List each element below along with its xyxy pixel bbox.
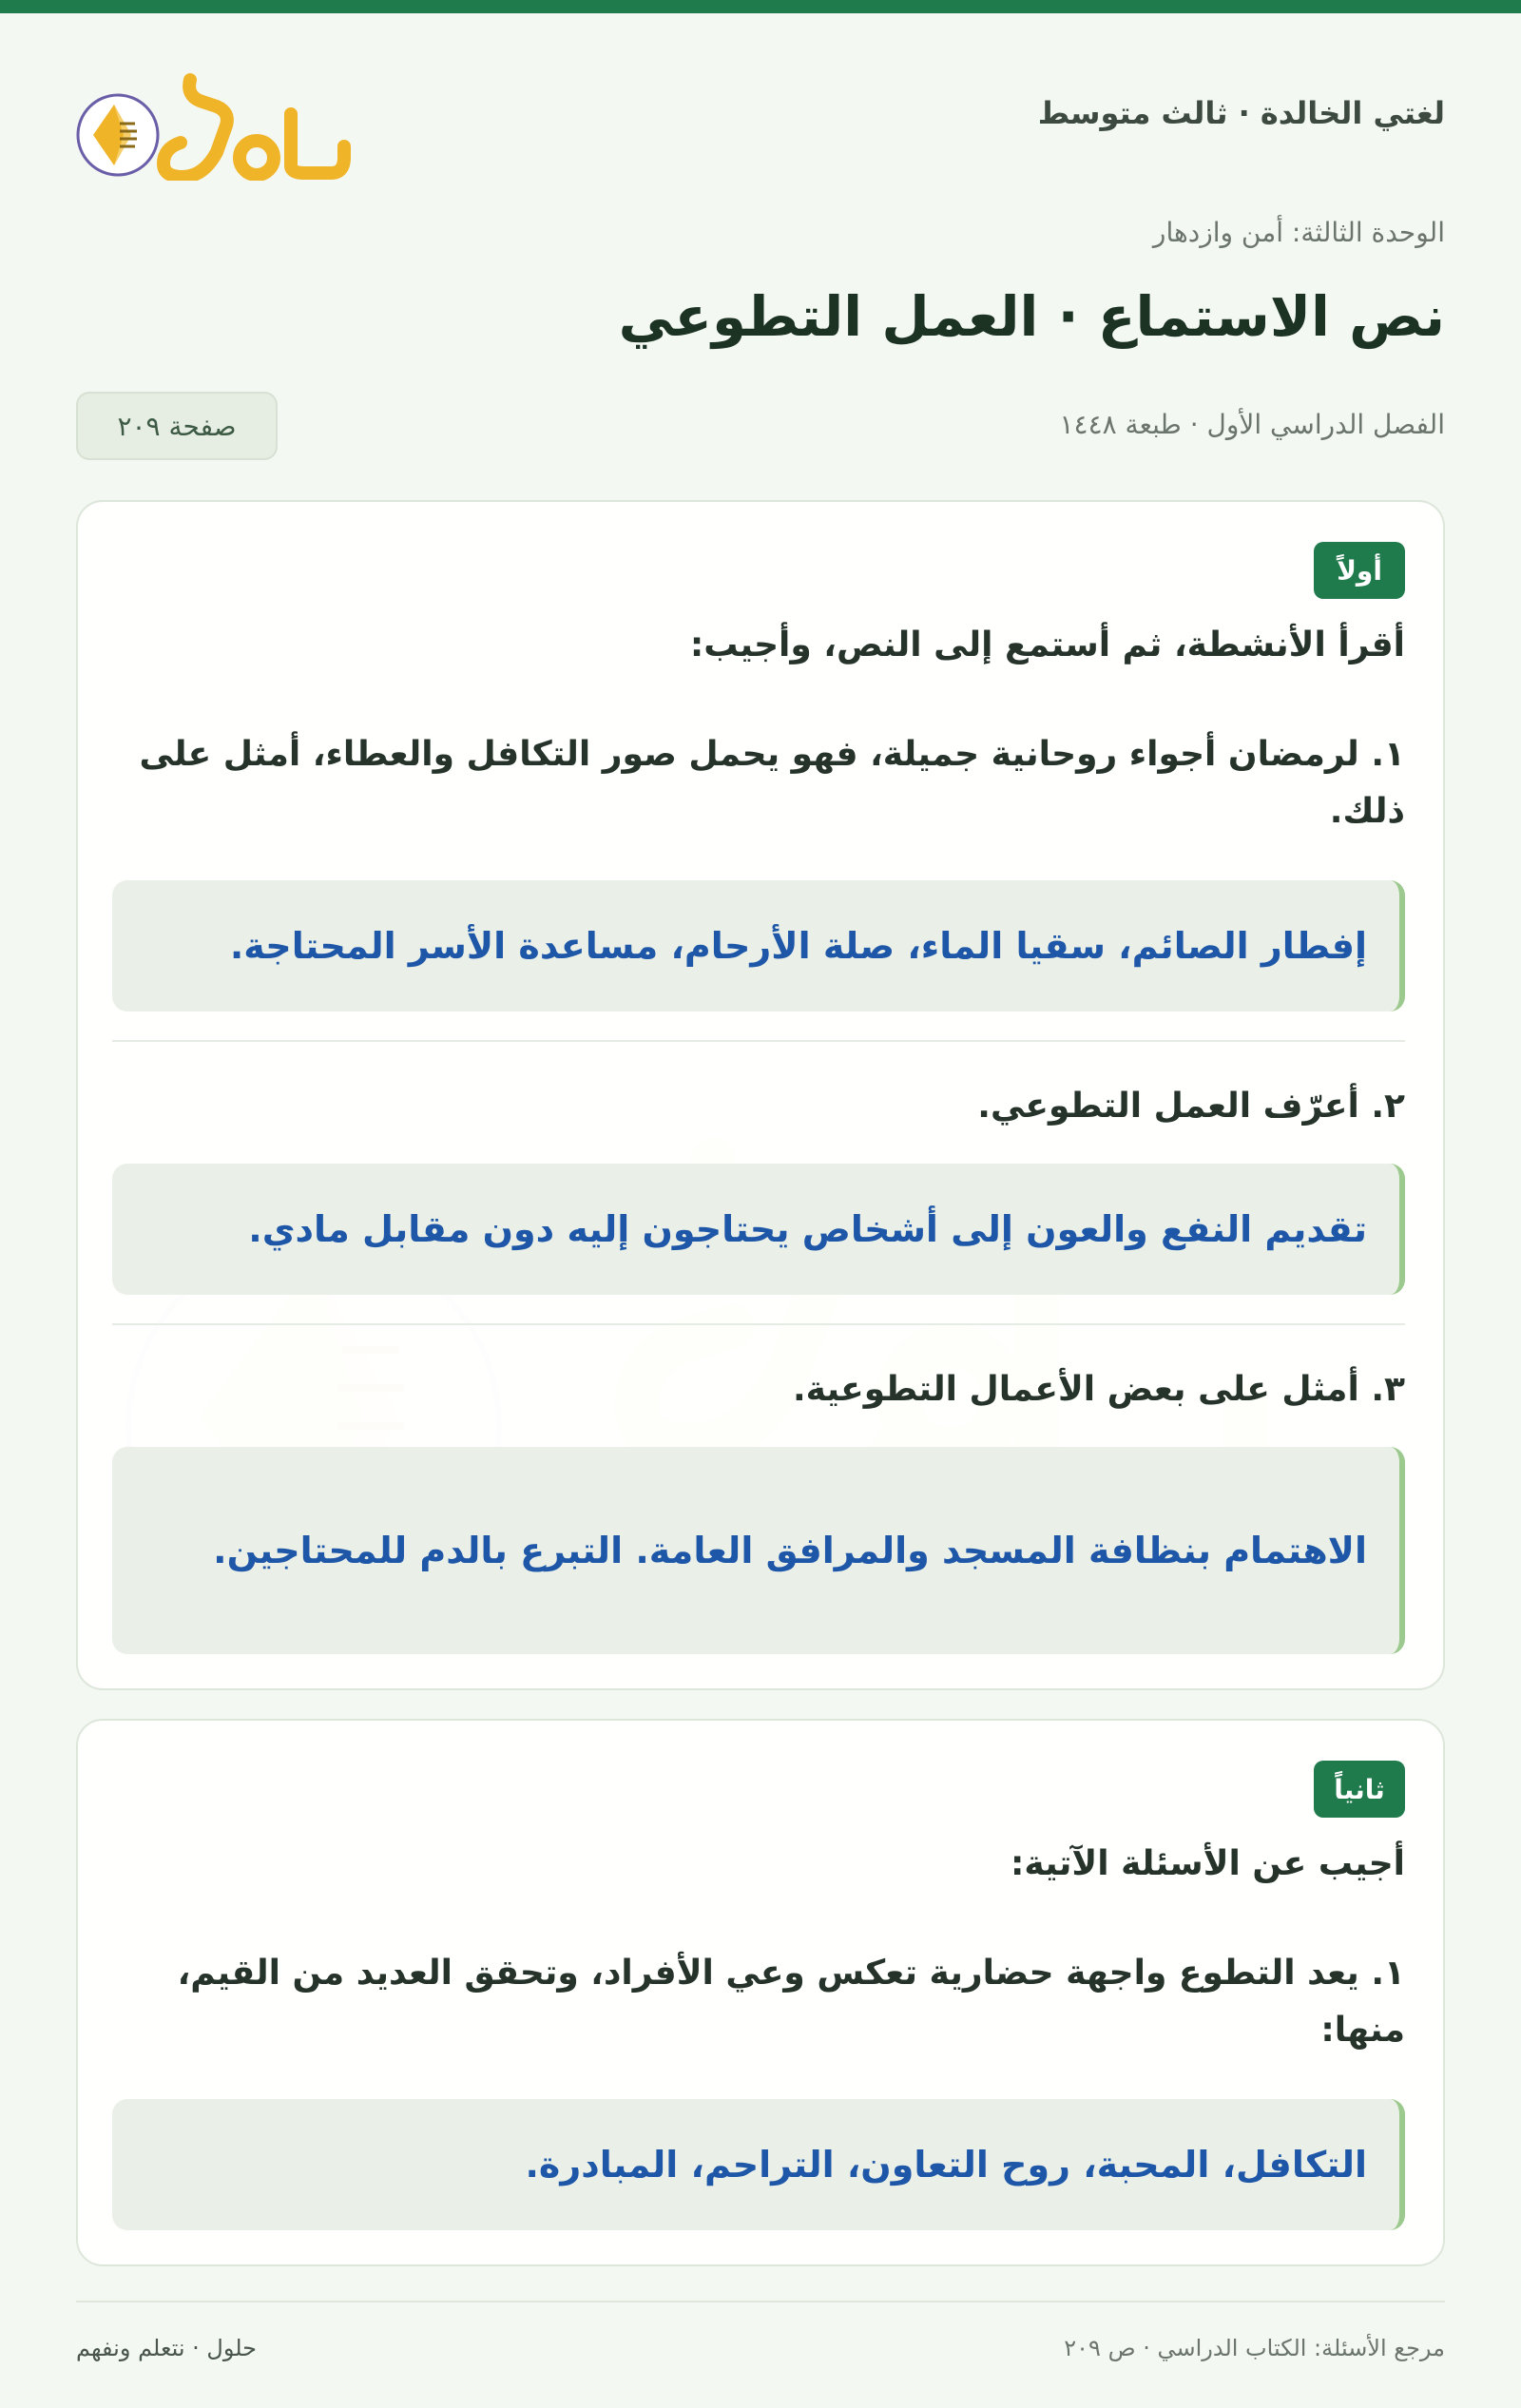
answer-box <box>112 1447 1405 1654</box>
section-intro: أقرأ الأنشطة، ثم أستمع إلى النص، وأجيب: <box>689 626 1405 665</box>
unit-label: الوحدة الثالثة: أمن وازدهار <box>1152 217 1445 248</box>
semester-row <box>76 392 1445 460</box>
footer-reference: مرجع الأسئلة: الكتاب الدراسي · ص ٢٠٩ <box>1064 2335 1445 2361</box>
footer-brand[interactable]: حلول · نتعلم ونفهم <box>76 2335 257 2361</box>
section-badge: أولاً <box>1314 542 1405 599</box>
page-title: نص الاستماع · العمل التطوعي <box>618 284 1445 349</box>
semester-label: الفصل الدراسي الأول · طبعة ١٤٤٨ <box>1059 409 1445 440</box>
question-text: ١. يعد التطوع واجهة حضارية تعكس وعي الأفراد، وتحقق العديد من القيم، منها: <box>177 1954 1405 2050</box>
page-header <box>76 57 1445 181</box>
section-card-1 <box>76 500 1445 1690</box>
page-number-chip: صفحة ٢٠٩ <box>76 392 278 460</box>
question-text: ٢. أعرّف العمل التطوعي. <box>977 1087 1405 1126</box>
divider <box>112 1040 1405 1042</box>
answer-text: الاهتمام بنظافة المسجد والمرافق العامة. التبرع بالدم للمحتاجين. <box>213 1530 1367 1571</box>
question-text: ١. لرمضان أجواء روحانية جميلة، فهو يحمل صور التكافل والعطاء، أمثل على ذلك. <box>139 735 1405 831</box>
answer-box <box>112 880 1405 1011</box>
answer-text: التكافل، المحبة، روح التعاون، التراحم، المبادرة. <box>525 2144 1367 2186</box>
lesson-meta <box>76 217 1445 349</box>
section-card-2 <box>76 1719 1445 2266</box>
top-accent-bar <box>0 0 1521 13</box>
answer-box <box>112 2099 1405 2230</box>
footer-divider <box>76 2301 1445 2302</box>
section-intro: أجيب عن الأسئلة الآتية: <box>1010 1844 1405 1883</box>
section-badge: ثانياً <box>1314 1761 1405 1818</box>
question-text: ٣. أمثل على بعض الأعمال التطوعية. <box>792 1370 1405 1409</box>
answer-text: تقديم النفع والعون إلى أشخاص يحتاجون إليه دون مقابل مادي. <box>248 1208 1367 1250</box>
book-title: لغتي الخالدة · ثالث متوسط <box>1037 95 1445 131</box>
divider <box>112 1323 1405 1325</box>
answer-box <box>112 1164 1405 1295</box>
answer-text: إفطار الصائم، سقيا الماء، صلة الأرحام، مساعدة الأسر المحتاجة. <box>229 925 1367 967</box>
brand-logo[interactable] <box>76 67 352 181</box>
